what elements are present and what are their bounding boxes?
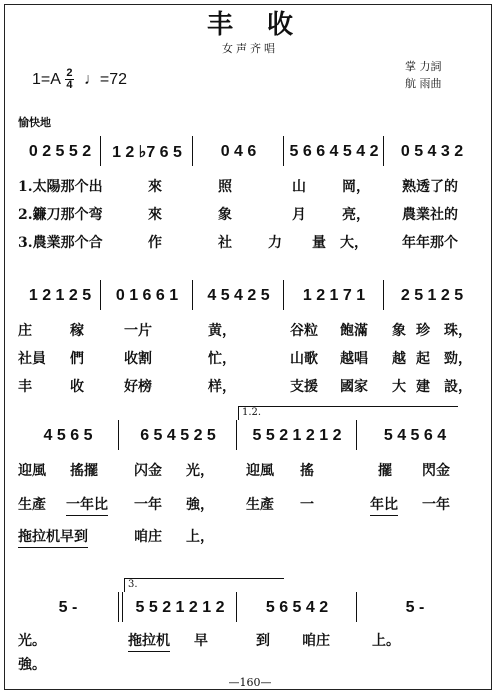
bar: 5 6 6 4 5 4 2 xyxy=(289,143,379,160)
lyric-line-1 xyxy=(0,630,500,652)
bar: 0 5 4 3 2 xyxy=(400,143,464,160)
lyric-line-2 xyxy=(0,348,500,370)
lyric-line-1 xyxy=(0,460,500,482)
lyric-word: 1.太陽那个出 xyxy=(18,179,103,195)
bar: 5 4 5 6 4 xyxy=(383,427,447,444)
bar: 1 2 1 2 5 xyxy=(28,287,92,304)
lyric-word: 年年那个 xyxy=(402,235,458,251)
lyric-line-1 xyxy=(0,320,500,342)
lyric-word: 拖拉机 xyxy=(128,630,170,652)
lyric-word: 光， xyxy=(186,463,214,479)
lyric-word: 谷粒 xyxy=(290,323,318,339)
lyric-line-3 xyxy=(0,376,500,398)
bar: 5 5 2 1 2 1 2 xyxy=(135,599,225,616)
lyric-line-3 xyxy=(0,232,500,254)
bar: 6 5 4 5 2 5 xyxy=(140,427,216,444)
lyric-word: 生產 xyxy=(246,497,274,513)
lyricist: 掌 力詞 xyxy=(405,60,442,73)
lyric-word: 一 xyxy=(300,497,314,513)
lyric-word: 一年 xyxy=(422,497,450,513)
lyric-word: 月 xyxy=(292,207,306,223)
lyric-word: 光。 xyxy=(18,633,46,649)
key-signature xyxy=(32,68,127,91)
lyric-word: 來 xyxy=(148,207,162,223)
lyric-word: 強。 xyxy=(18,657,46,673)
lyric-word: 庄 xyxy=(18,323,32,339)
song-title: 丰收 xyxy=(206,10,327,40)
lyric-word: 迎風 xyxy=(246,463,274,479)
lyric-word: 3.農業那个合 xyxy=(18,235,103,251)
bar: 5 6 5 4 2 xyxy=(265,599,329,616)
lyric-word: 迎風 xyxy=(18,463,46,479)
lyric-word: 支援 xyxy=(290,379,318,395)
lyric-word: 山 xyxy=(292,179,306,195)
lyric-word: 生產 xyxy=(18,497,46,513)
lyric-word: 闪金 xyxy=(134,463,162,479)
bar: 2 5 1 2 5 xyxy=(400,287,464,304)
lyric-word: 量 xyxy=(312,235,326,251)
lyric-word: 收 xyxy=(70,379,84,395)
lyric-word: 早 xyxy=(194,633,208,649)
lyric-word: 拖拉机早到 xyxy=(18,526,88,548)
lyric-word: 岡， xyxy=(342,179,370,195)
lyric-word: 起 xyxy=(416,351,430,367)
lyric-line-1 xyxy=(0,176,500,198)
lyric-word: 擺 xyxy=(378,463,392,479)
lyric-word: 閃金 xyxy=(422,463,450,479)
bar: 0 4 6 xyxy=(220,143,257,160)
bar: 5 - xyxy=(58,599,78,616)
key-label: 1=A xyxy=(32,70,61,88)
lyric-word: 熟透了的 xyxy=(402,179,458,195)
bar: 1 2 ♭7 6 5 xyxy=(112,144,182,161)
lyric-word: 样， xyxy=(208,379,236,395)
lyric-line-2 xyxy=(0,494,500,516)
time-top: 2 xyxy=(66,67,73,79)
tempo-label: ♩=72 xyxy=(83,70,128,88)
lyric-word: 年比 xyxy=(370,494,398,516)
lyric-word: 收割 xyxy=(124,351,152,367)
lyric-word: 到 xyxy=(256,633,270,649)
lyric-word: 們 xyxy=(70,351,84,367)
expression-mark: 愉快地 xyxy=(18,116,51,129)
lyric-word: 上。 xyxy=(372,633,400,649)
lyric-line-2 xyxy=(0,204,500,226)
time-bottom: 4 xyxy=(66,79,73,91)
lyric-word: 強， xyxy=(186,497,214,513)
lyric-word: 好榜 xyxy=(124,379,152,395)
lyric-word: 社員 xyxy=(18,351,46,367)
lyric-word: 珠， xyxy=(444,323,472,339)
volta-1-2: 1.2. xyxy=(238,406,458,420)
lyric-word: 稼 xyxy=(70,323,84,339)
lyric-word: 忙， xyxy=(208,351,236,367)
lyric-word: 一年 xyxy=(134,497,162,513)
bar: 5 5 2 1 2 1 2 xyxy=(252,427,342,444)
lyric-line-2 xyxy=(0,654,500,676)
lyric-word: 社 xyxy=(218,235,232,251)
lyric-word: 來 xyxy=(148,179,162,195)
page-number: —160— xyxy=(228,676,272,689)
lyric-word: 力 xyxy=(268,235,282,251)
lyric-word: 作 xyxy=(148,235,162,251)
lyric-word: 象 xyxy=(218,207,232,223)
time-signature xyxy=(65,68,74,91)
lyric-word: 飽滿 xyxy=(340,323,368,339)
lyric-word: 一片 xyxy=(124,323,152,339)
lyric-word: 照 xyxy=(218,179,232,195)
lyric-word: 珍 xyxy=(416,323,430,339)
lyric-word: 象 xyxy=(392,323,406,339)
lyric-word: 國家 xyxy=(340,379,368,395)
lyric-word: 農業社的 xyxy=(402,207,458,223)
volta-3: 3. xyxy=(124,578,284,592)
lyric-word: 丰 xyxy=(18,379,32,395)
lyric-word: 勁， xyxy=(444,351,472,367)
lyric-word: 2.鐮刀那个弯 xyxy=(18,207,103,223)
lyric-word: 一年比 xyxy=(66,494,108,516)
bar: 5 - xyxy=(405,599,425,616)
lyric-word: 大 xyxy=(392,379,406,395)
lyric-word: 搖擺 xyxy=(70,463,98,479)
lyric-word: 大， xyxy=(340,235,368,251)
lyric-word: 黄， xyxy=(208,323,236,339)
bar: 0 2 5 5 2 xyxy=(28,143,92,160)
credits xyxy=(405,58,442,92)
lyric-word: 咱庄 xyxy=(134,529,162,545)
lyric-word: 設， xyxy=(444,379,472,395)
lyric-word: 亮， xyxy=(342,207,370,223)
bar: 1 2 1 7 1 xyxy=(302,287,366,304)
song-subtitle: 女声齐唱 xyxy=(222,42,278,55)
bar: 4 5 6 5 xyxy=(43,427,93,444)
lyric-line-3 xyxy=(0,526,500,548)
lyric-word: 咱庄 xyxy=(302,633,330,649)
lyric-word: 建 xyxy=(416,379,430,395)
bar: 4 5 4 2 5 xyxy=(207,287,270,304)
lyric-word: 山歌 xyxy=(290,351,318,367)
lyric-word: 越唱 xyxy=(340,351,368,367)
lyric-word: 上， xyxy=(186,529,214,545)
bar: 0 1 6 6 1 xyxy=(115,287,179,304)
lyric-word: 搖 xyxy=(300,463,314,479)
lyric-word: 越 xyxy=(392,351,406,367)
composer: 航 雨曲 xyxy=(405,77,442,90)
